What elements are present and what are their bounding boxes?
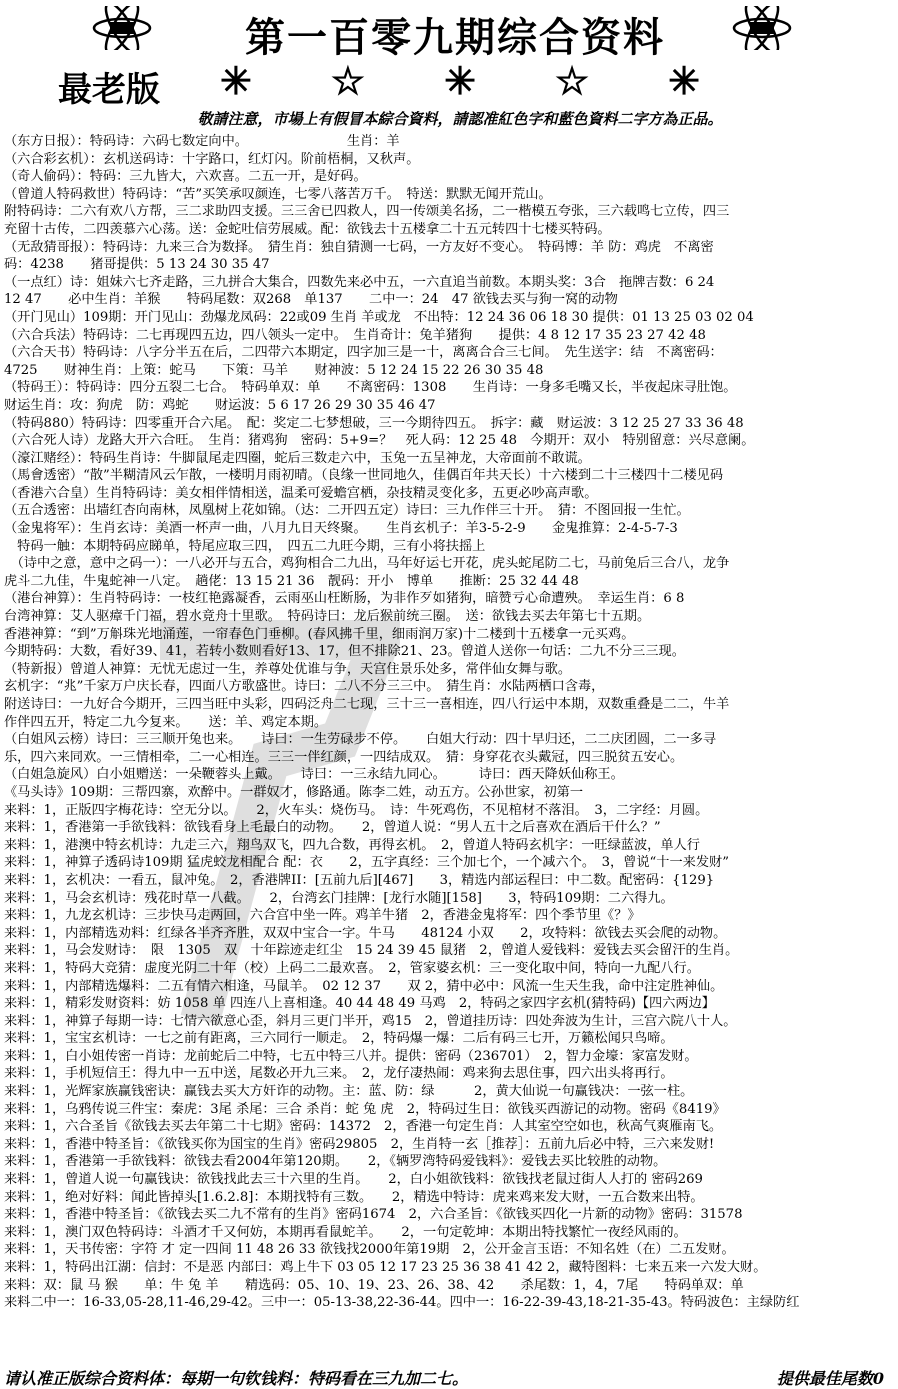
text-line: 香港神算：“到”万斛珠光地涌莲，一帘春色门垂柳。(春风拂千里，细雨润万家)十二楼到十五楼拿一元买鸡。 [4,626,635,642]
text-line: 来料：1，马会发财诗： 限 1305 双 十年踪迹走红尘 15 24 39 45 鼠猪 2，曾道人爱钱料：爱钱去买会留汗的生肖。 [4,943,739,959]
text-line: （特码王）：特码诗：四分五裂二七合。 特码单双：单 不离密码：1308 生肖诗：一身多毛嘴又长，半夜起床寻肚饱。 [4,380,737,396]
header [0,0,898,128]
text-line: （特新报）曾道人神算：无忧无虑过一生，养尊处优谁与争，天宫住景乐处多，常伴仙女舞与歌。 [4,661,572,677]
text-line: （香港六合皇）生肖特码诗：美女相伴情相送，温柔可爱蟾宫栖，杂技精灵变化多，五更必吵高声歌。 [4,485,598,501]
text-line: 4725 财神生肖：上策：蛇马 下策：马羊 财神波：5 12 24 15 22 26 30 35 48 [4,362,544,378]
text-line: 来料：1，神算子每期一诗：七情六欲意心歪，斜月三更门半开，鸡15 2，曾道挂历诗：四处奔波为生计，三宫六院八十人。 [4,1013,737,1029]
star-icon: ✳ [668,58,700,103]
text-line: 来料：1，港澳中特玄机诗：九走三六，翔鸟双飞，四九合数，再得玄机。 2，曾道人特码玄机字：一旺绿蓝波，单人行 [4,837,700,853]
text-line: 作伴四五开，特定二九今复来。 送：羊、鸡定本期。 [4,714,328,730]
text-line: 来料：1，正版四字梅花诗：空无分以。 2，火车头：烧伤马。 诗：牛死鸡伤，不见棺材不落泪。 3，二字经：月圆。 [4,802,709,818]
text-line: （一点红）诗：姐妹六七齐走路，三九拼合大集合，四数先来必中五，一六直追当前数。本期头奖：3合 拖牌吉数：6 24 [4,274,715,290]
footer [0,1366,898,1388]
text-line: 来料：1，香港第一手欲钱料：欲钱看身上毛最白的动物。 2，曾道人说：“男人五十之后喜欢在酒后干什么？” [4,820,661,836]
page-title: 第一百零九期综合资料 [245,14,665,61]
text-line: （无敌猜哥报）：特码诗：九来三合为数择。 猜生肖：独自猜测一七码，一方友好不变心。 特码博：羊 防：鸡虎 不离密 [4,239,714,255]
notice: 敬請注意，市場上有假冒本綜合資料，請認准紅色字和藍色資料二字方為正品。 [197,110,723,128]
text-line: 附特码诗：二六有欢八方帮，三二求助四支援。三三舍已四救人，四一传颂美名扬，二一楷模五夸张，三六载鸣七立传，四三 [4,204,730,220]
text-line: 来料：1，乌鸦传说三件宝：秦虎：3尾 杀尾：三合 杀肖：蛇 兔 虎 2，特码过生日：欲钱买西游记的动物。密码《8419》 [4,1101,726,1117]
text-line: （白姐风云榜）诗曰：三三顺开兔也来。 诗曰：一生劳碌步不停。 白姐大行动：四十早归还，二二庆团圆，二一多寻 [4,732,717,748]
content-body [4,133,894,1312]
text-line: 来料：1，曾道人说一句赢钱诀：欲钱找此去三十六里的生肖。 2，白小姐欲钱料：欲钱找老鼠过街人人打的 密码269 [4,1172,703,1188]
text-line: 充留十古传，二四羡慕六心荡。送：金蛇吐信劳展威。配：欲钱去十五楼拿二十五元转四十七楼买特码。 [4,221,611,237]
text-line: （金鬼将军）：生肖玄诗：美酒一杯声一曲，八月九日天终聚。 生肖玄机子：羊3-5-2-9 金鬼推算：2-4-5-7-3 [4,521,678,537]
footer-note: 请认准正版综合资料体：每期一句钦钱料：特码看在三九加二七。 [4,1369,469,1388]
text-line: 来料：1，光辉家族赢钱密诀：赢钱去买大方奸诈的动物。主：蓝、防：绿 2，黄大仙说一句赢钱决：一弦一柱。 [4,1084,694,1100]
text-line: 财运生肖：攻：狗虎 防：鸡蛇 财运波：5 6 17 26 29 30 35 46 47 [4,397,436,413]
text-line: （特码880）特码诗：四零重开合六尾。 配：奖定二七梦想破，三一今期待四五。 拆字：藏 财运波：3 12 25 27 33 36 48 [4,415,744,431]
text-line: 特码一触：本期特码应睇单，特尾应取三四， 四五二九旺今期，三有小将扶摇上 [4,538,486,554]
star-icon: ✳ [444,58,476,103]
text-line: 来料：1，天书传密：字符 才 定一四间 11 48 26 33 欲钱找2000年第19期 2，公开金言玉语：不知名姓（在）二五发财。 [4,1242,735,1258]
text-line: （诗中之意，意中之码一）：一八必开与五合，鸡狗相合二九出，马年好运七开花，虎头蛇尾防二七，马前兔后三合八，龙争 [4,556,730,572]
text-line: 来料：1，精彩发财资料：妨 1058 单 四连八上喜相逢。40 44 48 49 马鸡 2，特码之家四字玄机(猜特码)【四六两边】 [4,996,715,1012]
star-icon: ☆ [555,58,590,103]
text-line: 今期特码：大数，看好39、41，若转小数则看好13、17，但不排除21、23。曾道人送你一句话：二九不分三三现。 [4,644,685,660]
text-line: （濠江赌经）：特码生肖诗：牛脚鼠尾走四圈，蛇后三数走六中，玉兔一五呈神龙，大帝面前不敢谎。 [4,450,591,466]
text-line: 来料：1，六合圣旨《欲钱去买去年第二十七期》密码：14372 2，香港一句定生肖：人其室空空如也，秋高气爽雁南飞。 [4,1119,723,1135]
text-line: （馬會透密）“散”半糊清风云乍散，一楼明月雨初晴。（良缘一世同地久，佳偶百年共天长）十六楼到二十三楼四十二楼见码 [4,468,724,484]
text-line: （白姐急旋风）白小姐赠送：一朵鞭蓉头上戴。 诗曰：一三永结九同心。 诗曰：西天降妖仙称王。 [4,767,624,783]
text-line: 来料：1，香港中特圣旨：《欲钱买你为国宝的生肖》密码29805 2，生肖特一玄［推荐］：五前九后必中特，三六来发财! [4,1136,715,1152]
text-line: 来料：1，宝宝玄机诗：一七之前有距离，三六同行一顺走。 2，特码爆一爆：二后有码三七开，万籁松闻只鸟啼。 [4,1031,674,1047]
star-icon: ✳ [220,58,252,103]
text-line: （六合死人诗）龙路大开六合旺。 生肖：猪鸡狗 密码：5+9=？ 死人码：12 25 48 今期开：双小 特别留意：兴尽意阑。 [4,433,755,449]
text-line: 玄机字：“兆”千家万户庆长春，四面八方歌盛世。诗曰：二八不分三三中。 猜生肖：水陆两栖口含毒， [4,679,605,695]
text-line: 来料：1，马会玄机诗：残花时草一八截。 2，台湾玄门挂牌：[龙行水随][158] 3，特码109期：二六得九。 [4,890,674,906]
text-line: （曾道人特码救世）特码诗：“苦”买笑承叹颜连，七零八落苦万千。 特送：默默无闻开荒山。 [4,186,552,202]
text-line: 附送诗曰：一九好合今期开，三四当旺中头彩，四码泛舟二七现，三十三一喜相连，四八行运中本期，双数重叠是二二，牛羊 [4,697,730,712]
text-line: 12 47 必中生肖：羊猴 特码尾数：双268 单137 二中一：24 47 欲钱去买与狗一窝的动物 [4,292,618,308]
text-line: 来料：1，香港中特圣旨：《欲钱去买二九不常有的生肖》密码1674 2，六合圣旨：《欲钱买四化一片新的动物》密码：31578 [4,1207,743,1223]
text-line: 来料：1，手机短信王：得九中一五中送，尾数必开九三来。 2，龙仔凄热闹：鸡来狗去思住事，四六出头将再行。 [4,1066,674,1082]
text-line: 来料：1，九龙玄机诗：三步快马走两回，六合宫中坐一阵。鸡羊牛猪 2，香港金鬼将军：四个季节里《？》 [4,908,641,924]
text-line: （六合彩玄机）：玄机送码诗：十字路口，红灯闪。阶前梧桐，又秋声。 [4,151,420,167]
text-line: （港台神算）：生肖特码诗：一枝红艳露凝香，云雨巫山枉断肠，为非作歹如猪狗，暗赞亏心命遭殃。 幸运生肖：6 8 [4,591,685,607]
text-line: （六合天书）特码诗：八字分半五在后，二四带六本期定，四字加三是一十，离离合合三七间。 先生送字：结 不离密码： [4,345,723,361]
text-line: 来料二中一：16-33,05-28,11-46,29-42。三中一：05-13-38,22-36-44。四中一：16-22-39-43,18-21-35-43。特码波色：主绿防红 [4,1295,800,1311]
edition-label: 最老版 [58,70,160,110]
text-line: （奇人偷码）：特码：三九皆大，六欢喜。二五一开，是好码。 [4,169,367,185]
text-line: 来料：1，澳门双色特码诗：斗酒才千又何妨，本期再看鼠蛇羊。 2，一句定乾坤：本期出特找繁忙一夜经风雨的。 [4,1224,687,1240]
text-line: 来料：1，绝对好料：闻此皆掉头[1.6.2.8]：本期找特有三数。 2，精选中特诗：虎来鸡来发大财，一五合数来出特。 [4,1189,704,1205]
text-line: 码：4238 猪哥提供：5 13 24 30 35 47 [4,257,270,273]
text-line: 来料：1，内部精选爆料：二五有情六相逢，马鼠羊。 02 12 37 双 2，猜中必中：风流一生天生我，命中注定胜神仙。 [4,978,724,994]
text-line: 台湾神算：艾人驱瘴千门福，碧水竟舟十里歌。 特码诗曰：龙后猴前统三圈。 送：欲钱去买去年第七十五期。 [4,609,651,625]
text-line: 来料：1，神算子透码诗109期 猛虎蛟龙相配合 配：衣 2，五字真经：三个加七个，一个减六个。 3，曾说“十一来发财” [4,855,729,871]
footer-tail: 提供最佳尾数0 [776,1369,884,1388]
text-line: 来料：双：鼠 马 猴 单：牛 兔 羊 精选码：05、10、19、23、26、38、42 杀尾数：1，4，7尾 特码单双：单 [4,1277,744,1293]
text-line: 《马头诗》109期：三帮四寨，欢醉中。一群奴才，修路通。陈李二姓，动五方。公孙世家，初第一 [4,784,584,800]
text-line: 虎斗二九佳，牛鬼蛇神一八定。 趟佬：13 15 21 36 靓码：开小 博单 推断：25 32 44 48 [4,573,579,589]
text-line: （五合透密：出墙红杏向南林，凤凰树上花如锦。（达：二开四五定）诗曰：三九作伴三十开。 猜：不图回报一生忙。 [4,503,690,519]
text-line: （东方日报）：特码诗：六码七数定向中。 生肖：羊 [4,134,400,149]
text-line: 来料：1，内部精选劝料：红绿各半齐齐胜，双双中宝合一字。牛马 48124 小双 2，攻特料：欲钱去买会爬的动物。 [4,925,727,941]
atom-logo-icon [730,6,794,50]
text-line: 来料：1，香港第一手欲钱料：欲钱去看2004年第120期。 2，《辆罗湾特码爱钱料》：爱钱去买比较胜的动物。 [4,1154,667,1170]
text-line: 乐，四六来同欢。一三情相牵，二一心相连。三三一伴红颜，一四结成双。 猜：身穿花衣头戴冠，四三脱贫五安心。 [4,749,684,765]
text-line: 来料：1，特码出江湖：信封：不是恶 内部曰：鸡上牛下 03 05 12 17 23 25 36 38 41 42 2，藏特图料：七来五来一六发大财。 [4,1260,767,1275]
text-line: 来料：1，白小姐传密一肖诗：龙前蛇后二中特，七五中特三八并。提供：密码（236701） 2，智力金壕：家富发财。 [4,1048,698,1064]
text-line: 来料：1，特码大竞猜：虚度光阴二十年（校）上码二二最欢喜。 2，管家婆玄机：三一变化取中间，特向一九配八行。 [4,960,700,976]
text-line: （开门见山）109期：开门见山：劲爆龙凤码：22或09 生肖 羊或龙 不出特：12 24 36 06 18 30 提供：01 13 25 03 02 04 [4,309,754,325]
text-line: 来料：1，玄机决：一看五，鼠冲兔。 2，香港牌II：[五前九后][467] 3，精选内部运程曰：中二数。配密码：{129} [4,872,715,888]
star-icon: ☆ [330,58,365,103]
text-line: （六合兵法）特码诗：二七再现四五边，四八领头一定中。 生肖奇计：兔羊猪狗 提供：4 8 12 17 35 23 27 42 48 [4,327,706,343]
star-row [220,58,700,103]
atom-logo-icon [90,6,154,50]
